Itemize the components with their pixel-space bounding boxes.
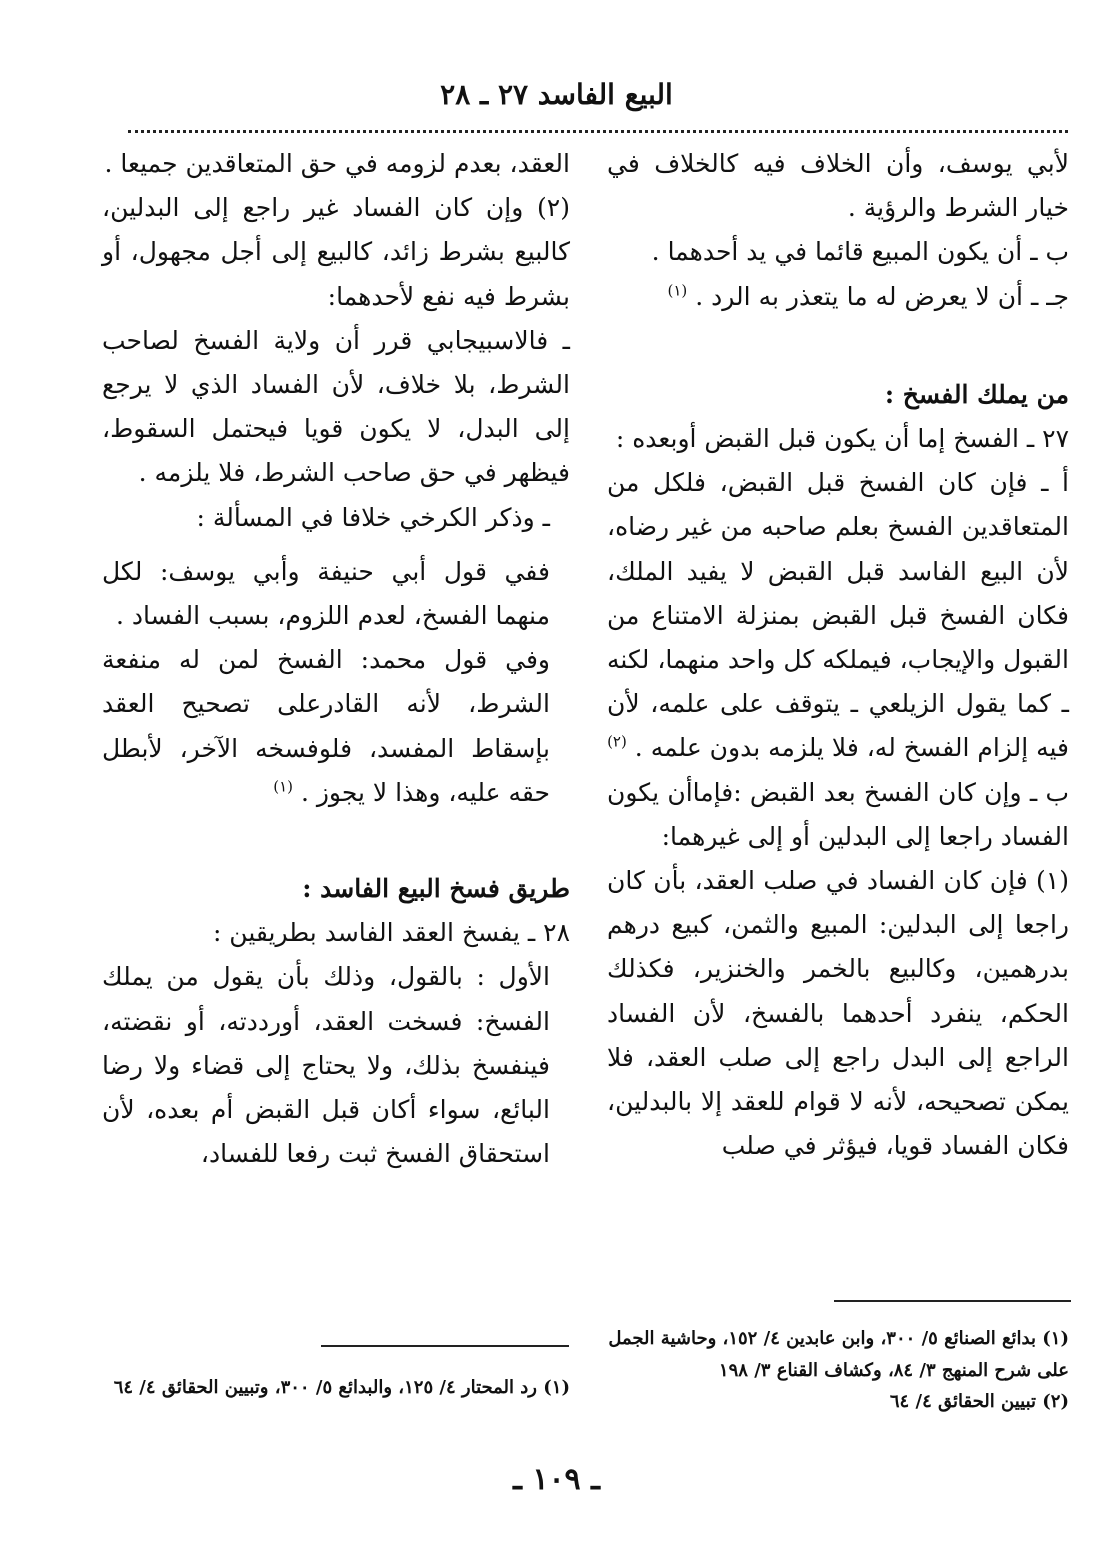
right-paragraph-4: ٢٧ ـ الفسخ إما أن يكون قبل القبض أوبعده : (615, 424, 1069, 454)
footnote-ref-1-left: (١) (273, 777, 293, 796)
left-paragraph-2: (٢) وإن كان الفساد غير راجع إلى البدلين، كالبيع بشرط زائد، كالبيع إلى أجل مجهول، أو بشرط فيه نفع لأحدهما: (102, 193, 570, 311)
spacer (102, 540, 570, 550)
right-paragraph-3 (607, 275, 1069, 319)
right-paragraph-5-text: أ ـ فإن كان الفسخ قبل القبض، فلكل من المتعاقدين الفسخ بعلم صاحبه من غير رضاه، لأن البيع الفاسد قبل القبض لا يفيد الملك، فكان الفسخ قبل القبض بمنزلة الامتناع من القبول والإيجاب، فيملكه كل واحد منهما، لكنه ـ كما يقول الزيلعي ـ يتوقف على علمه، لأن فيه إلزام الفسخ له، فلا يلزمه بدون علمه . (607, 468, 1069, 763)
left-paragraph-6 (102, 638, 570, 815)
header-dotted-divider (128, 130, 1068, 133)
right-paragraph-6: ب ـ وإن كان الفسخ بعد القبض :فإماأن يكون الفساد راجعا إلى البدلين أو إلى غيرهما: (607, 777, 1069, 851)
left-paragraph-5: ففي قول أبي حنيفة وأبي يوسف: لكل منهما الفسخ، لعدم اللزوم، بسبب الفساد . (102, 556, 550, 631)
right-paragraph-1: لأبي يوسف، وأن الخلاف فيه كالخلاف في خيار الشرط والرؤية . (607, 149, 1069, 223)
right-paragraph-5 (607, 461, 1069, 770)
left-paragraph-1: العقد، بعدم لزومه في حق المتعاقدين جميعا . (104, 149, 570, 178)
section-heading-cancel-method: طريق فسخ البيع الفاسد : (302, 874, 570, 904)
page-header-title: البيع الفاسد ٢٧ ـ ٢٨ (440, 78, 673, 111)
footnote-ref-2: (٢) (607, 733, 627, 752)
footnote-right-2: (٢) تبيين الحقائق ٤/ ٦٤ (889, 1391, 1069, 1412)
left-paragraph-3: ـ فالاسبيجابي قرر أن ولاية الفسخ لصاحب الشرط، بلا خلاف، لأن الفساد الذي لا يرجع إلى البدل، لا يكون قويا فيحتمل السقوط، فيظهر في حق صاحب الشرط، فلا يلزمه . (102, 325, 570, 488)
spacer (102, 815, 570, 867)
section-heading-who-can-cancel: من يملك الفسخ : (884, 379, 1069, 409)
right-paragraph-2: ب ـ أن يكون المبيع قائما في يد أحدهما . (651, 237, 1069, 267)
footnote-ref-1: (١) (667, 281, 688, 300)
footnote-divider-left (321, 1345, 569, 1347)
right-paragraph-7: (١) فإن كان الفساد في صلب العقد، بأن كان راجعا إلى البدلين: المبيع والثمن، كبيع درهم بدرهمين، وكالبيع بالخمر والخنزير، فكذلك الحكم، ينفرد أحدهما بالفسخ، لأن الفساد الراجع إلى البدل راجع إلى صلب العقد، فلا يمكن تصحيحه، لأنه لا قوام للعقد إلا بالبدلين، فكان الفساد قويا، فيؤثر في صلب (607, 866, 1069, 1161)
left-column (102, 142, 570, 1176)
spacer (607, 319, 1069, 373)
left-paragraph-7: ٢٨ ـ يفسخ العقد الفاسد بطريقين : (212, 918, 570, 948)
right-paragraph-3-text: جـ ـ أن لا يعرض له ما يتعذر به الرد . (695, 281, 1069, 311)
left-paragraph-4: ـ وذكر الكرخي خلافا في المسألة : (196, 502, 550, 532)
left-paragraph-6-text: وفي قول محمد: الفسخ لمن له منفعة الشرط، لأنه القادرعلى تصحيح العقد بإسقاط المفسد، فلوفسخه الآخر، لأبطل حقه عليه، وهذا لا يجوز . (102, 645, 550, 807)
page-number: ـ ١٠٩ ـ (513, 1462, 600, 1497)
left-paragraph-8: الأول : بالقول، وذلك بأن يقول من يملك الفسخ: فسخت العقد، أورددته، أو نقضته، فينفسخ بذلك، ولا يحتاج إلى قضاء ولا رضا البائع، سواء أكان قبل القبض أم بعده، لأن استحقاق الفسخ ثبت رفعا للفساد، (102, 962, 550, 1169)
footnote-left-1: (١) رد المحتار ٤/ ١٢٥، والبدائع ٥/ ٣٠٠، وتبيين الحقائق ٤/ ٦٤ (113, 1377, 570, 1398)
right-column (607, 142, 1069, 1168)
footnotes-right (607, 1323, 1069, 1418)
footnote-right-1: (١) بدائع الصنائع ٥/ ٣٠٠، وابن عابدين ٤/ ١٥٢، وحاشية الجمل على شرح المنهج ٣/ ٨٤، وكشاف القناع ٣/ ١٩٨ (608, 1328, 1069, 1381)
footnote-divider-right (834, 1300, 1071, 1302)
footnotes-left (102, 1372, 570, 1404)
